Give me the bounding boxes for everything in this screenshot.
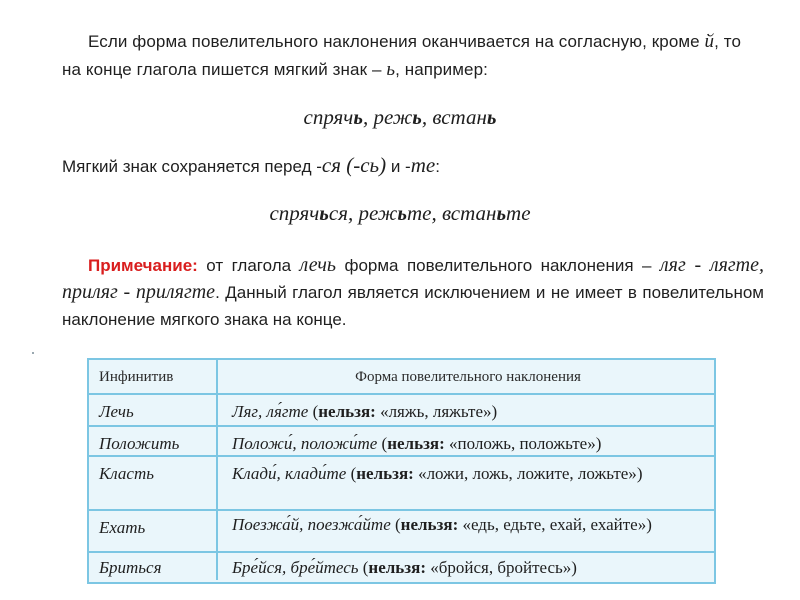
example-separator: , (362, 105, 374, 129)
table-row (89, 395, 714, 427)
rule-text-end: , например: (395, 60, 488, 79)
example-separator: , (431, 201, 442, 225)
example-word-ending: ь (353, 105, 363, 129)
example-word-ending: те (406, 201, 432, 225)
example-words-1 (0, 103, 800, 131)
correct-forms: Бре́йся, бре́йтесь (232, 558, 359, 577)
example-word-stem: встан (441, 201, 497, 225)
header-imperative-form: Форма повелительного наклонения (355, 369, 581, 385)
correct-forms: Клади́, клади́те (232, 464, 347, 483)
example-word-stem: реж (358, 201, 398, 225)
correct-forms: Ляг, ля́гте (232, 402, 309, 421)
table-header-row (89, 360, 714, 395)
note-text: форма повелительного наклонения – (336, 256, 660, 275)
table-row (89, 427, 714, 457)
infinitive-cell: Лечь (89, 395, 218, 425)
example-word-ending: ь (412, 105, 422, 129)
forbidden-forms: «бройся, бройтесь» (430, 558, 572, 577)
stray-dot (32, 352, 34, 354)
infinitive-cell: Положить (89, 427, 218, 455)
suffix-te: те (410, 153, 436, 177)
example-word-stem: спряч (269, 201, 320, 225)
example-word-ending: ь (486, 105, 497, 129)
example-soft-sign: ь (397, 201, 407, 225)
correct-forms: Положи́, положи́те (232, 434, 378, 453)
forbidden-forms: «ляжь, ляжьте» (380, 402, 492, 421)
example-separator: , (421, 105, 433, 129)
example-word-stem: спряч (303, 105, 354, 129)
note-paragraph (62, 252, 764, 333)
suffix-sya: ся (-сь) (321, 153, 387, 177)
forbidden-label: нельзя: (356, 464, 414, 483)
infinitive-cell: Ехать (89, 511, 218, 551)
imperative-cell: Бре́йся, бре́йтесь (нельзя: «бройся, бройтесь») (232, 558, 577, 577)
letter-y: й (704, 31, 715, 52)
imperative-cell: Клади́, клади́те (нельзя: «ложи, ложь, ложите, ложьте») (232, 464, 643, 483)
suffix-text-start: Мягкий знак сохраняется перед - (62, 157, 322, 176)
infinitive-cell: Бриться (89, 553, 218, 580)
table-row (89, 457, 714, 511)
letter-soft-sign: ь (386, 59, 396, 80)
rule-paragraph-soft-sign (62, 28, 762, 84)
example-word-ending: ся (328, 201, 348, 225)
imperative-cell: Положи́, положи́те (нельзя: «положь, положьте») (232, 434, 602, 453)
suffix-text-middle: и - (386, 157, 411, 176)
forbidden-forms: «едь, едьте, ехай, ехайте» (462, 515, 647, 534)
imperative-cell: Ляг, ля́гте (нельзя: «ляжь, ляжьте») (232, 402, 498, 421)
forbidden-label: нельзя: (368, 558, 426, 577)
correct-forms: Поезжа́й, поезжа́йте (232, 515, 391, 534)
example-word-stem: реж (373, 105, 413, 129)
rule-paragraph-suffixes (62, 150, 762, 182)
imperative-cell: Поезжа́й, поезжа́йте (нельзя: «едь, едьте, ехай, ехайте») (232, 515, 652, 534)
forbidden-label: нельзя: (400, 515, 459, 534)
forbidden-forms: «ложи, ложь, ложите, ложьте» (418, 464, 637, 483)
example-word-stem: встан (432, 105, 487, 129)
forbidden-label: нельзя: (318, 402, 376, 421)
forbidden-label: нельзя: (387, 434, 445, 453)
rule-text-start: Если форма повелительного наклонения оканчивается на согласную, кроме (88, 32, 705, 51)
note-label: Примечание: (88, 256, 198, 275)
note-text: . Данный глагол является исключением и не имеет в повелительном наклонение мягкого знака на конце. (62, 283, 764, 329)
rule-text-middle: , то на конце глагола пишется мягкий знак – (62, 32, 742, 79)
note-forms: ляг - лягте, приляг - прилягте (62, 254, 764, 303)
example-separator: , (347, 201, 359, 225)
example-soft-sign: ь (496, 201, 507, 225)
example-word-ending: те (506, 201, 531, 225)
table-row (89, 511, 714, 553)
note-text: от глагола (197, 256, 300, 275)
header-infinitive: Инфинитив (89, 360, 218, 393)
example-soft-sign: ь (319, 201, 329, 225)
table-row (89, 553, 714, 580)
forbidden-forms: «положь, положьте» (449, 434, 596, 453)
example-words-2 (0, 199, 800, 227)
infinitive-cell: Класть (89, 457, 218, 509)
suffix-text-end: : (435, 157, 440, 176)
note-verb: лечь (299, 254, 337, 276)
imperative-forms-table (87, 358, 716, 584)
